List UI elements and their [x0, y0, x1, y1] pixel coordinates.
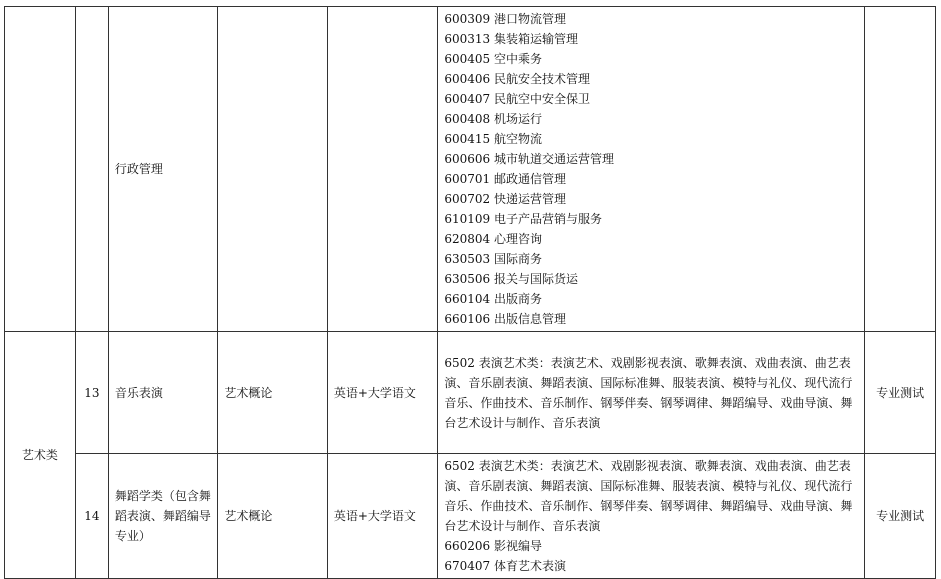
table-row [5, 454, 936, 579]
number-cell: 13 [75, 332, 108, 454]
major-cell [108, 7, 217, 332]
range-text: 6502 表演艺术类：表演艺术、戏剧影视表演、歌舞表演、戏曲表演、曲艺表演、音乐剧表演、舞蹈表演、国际标准舞、服装表演、模特与礼仪、现代流行音乐、作曲技术、音乐制作、钢琴伴奏、钢琴调律、舞蹈编导、戏曲导演、舞台艺术设计与制作、音乐表演 [444, 355, 853, 430]
test-cell-empty [865, 7, 936, 332]
subject2-cell: 英语+大学语文 [327, 454, 438, 579]
test-cell: 专业测试 [865, 454, 936, 579]
code-item: 600406 民航安全技术管理 [444, 72, 590, 86]
code-item: 630503 国际商务 [444, 252, 542, 266]
code-item: 610109 电子产品营销与服务 [444, 212, 602, 226]
category-name: 艺术类 [21, 448, 58, 462]
code-item: 600606 城市轨道交通运营管理 [444, 152, 614, 166]
code-item: 600701 邮政通信管理 [444, 172, 566, 186]
table-row [5, 7, 936, 332]
subject2-cell-empty [327, 7, 438, 332]
code-item: 600309 港口物流管理 [444, 12, 566, 26]
category-cell-empty [5, 7, 76, 332]
code-item: 600415 航空物流 [444, 132, 542, 146]
code-item: 660104 出版商务 [444, 292, 542, 306]
code-item: 600313 集装箱运输管理 [444, 32, 578, 46]
code-item: 600407 民航空中安全保卫 [444, 92, 590, 106]
major-range-cell [438, 332, 865, 454]
major-cell: 音乐表演 [108, 332, 217, 454]
code-item: 600405 空中乘务 [444, 52, 542, 66]
subject1-cell-empty [218, 7, 327, 332]
major-range-cell [438, 454, 865, 579]
code-item: 660106 出版信息管理 [444, 312, 566, 326]
code-item: 660206 影视编导 [444, 539, 542, 553]
code-item: 620804 心理咨询 [444, 232, 542, 246]
major-cell: 舞蹈学类（包含舞蹈表演、舞蹈编导专业） [108, 454, 217, 579]
admission-table [4, 6, 936, 579]
code-item: 600408 机场运行 [444, 112, 542, 126]
number-cell-empty [75, 7, 108, 332]
code-item: 670407 体育艺术表演 [444, 559, 566, 573]
number-cell: 14 [75, 454, 108, 579]
subject2-cell: 英语+大学语文 [327, 332, 438, 454]
subject1-cell: 艺术概论 [218, 454, 327, 579]
range-text: 6502 表演艺术类：表演艺术、戏剧影视表演、歌舞表演、戏曲表演、曲艺表演、音乐剧表演、舞蹈表演、国际标准舞、服装表演、模特与礼仪、现代流行音乐、作曲技术、音乐制作、钢琴伴奏、钢琴调律、舞蹈编导、戏曲导演、舞台艺术设计与制作、音乐表演 [444, 459, 853, 533]
code-item: 600702 快递运营管理 [444, 192, 566, 206]
subject1-cell: 艺术概论 [218, 332, 327, 454]
major-name: 行政管理 [114, 162, 163, 176]
major-range-cell [438, 7, 865, 332]
code-item: 630506 报关与国际货运 [444, 272, 578, 286]
table-row [5, 332, 936, 454]
test-cell: 专业测试 [865, 332, 936, 454]
category-cell [5, 332, 76, 579]
